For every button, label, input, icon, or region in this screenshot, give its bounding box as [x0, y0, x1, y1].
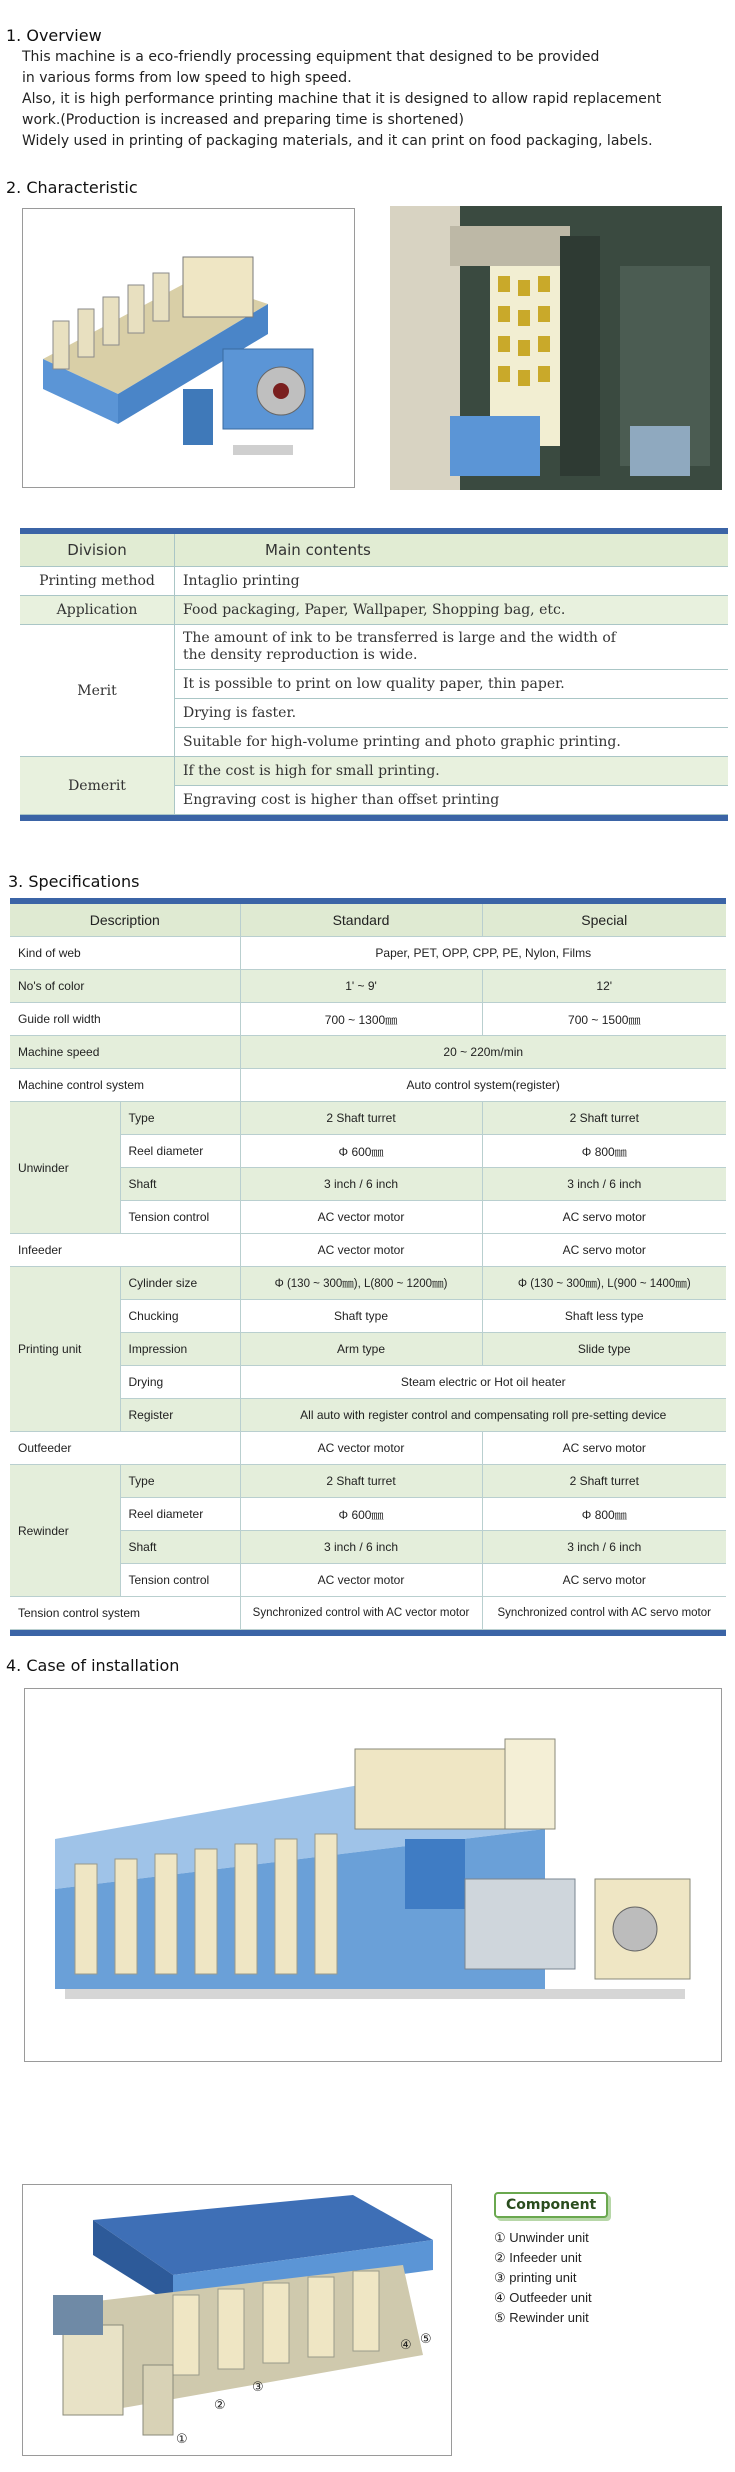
spec-value: All auto with register control and compensating roll pre-setting device — [240, 1399, 726, 1432]
spec-value: Steam electric or Hot oil heater — [240, 1366, 726, 1399]
spec-value-standard: 3 inch / 6 inch — [240, 1168, 482, 1201]
spec-value-standard: Φ 600㎜ — [240, 1498, 482, 1531]
spec-value-standard: Synchronized control with AC vector motor — [240, 1597, 482, 1630]
component-marker-1: ① — [176, 2432, 188, 2447]
merit-item: Suitable for high-volume printing and photo graphic printing. — [175, 728, 729, 757]
spec-value-special: Synchronized control with AC servo motor — [482, 1597, 726, 1630]
merit-label: Merit — [20, 625, 175, 757]
component-marker-4: ④ — [400, 2338, 412, 2353]
spec-value-standard: Φ 600㎜ — [240, 1135, 482, 1168]
merit-line: the density reproduction is wide. — [183, 647, 418, 663]
spec-label: No's of color — [10, 970, 240, 1003]
spec-value-special: 3 inch / 6 inch — [482, 1531, 726, 1564]
characteristic-table — [20, 528, 728, 821]
spec-value-standard: 2 Shaft turret — [240, 1465, 482, 1498]
component-list — [494, 2228, 592, 2328]
spec-value-special: Shaft less type — [482, 1300, 726, 1333]
printing-closeup-photo — [390, 206, 722, 490]
spec-value: Auto control system(register) — [240, 1069, 726, 1102]
merit-item: It is possible to print on low quality paper, thin paper. — [175, 670, 729, 699]
spec-label: Guide roll width — [10, 1003, 240, 1036]
printed-web-closeup — [390, 206, 722, 490]
spec-value-standard: AC vector motor — [240, 1201, 482, 1234]
spec-value-standard: 2 Shaft turret — [240, 1102, 482, 1135]
col-main-header: Main contents — [175, 531, 729, 567]
col-standard-header: Standard — [240, 901, 482, 937]
spec-value-standard: AC vector motor — [240, 1564, 482, 1597]
overview-line: This machine is a eco-friendly processing equipment that designed to be provided — [22, 49, 600, 65]
spec-sub-label: Drying — [120, 1366, 240, 1399]
spec-value-special: AC servo motor — [482, 1234, 726, 1267]
component-item: ④ Outfeeder unit — [494, 2290, 592, 2305]
spec-value-special: AC servo motor — [482, 1201, 726, 1234]
demerit-item: If the cost is high for small printing. — [175, 757, 729, 786]
spec-value-special: 2 Shaft turret — [482, 1465, 726, 1498]
installation-heading: 4. Case of installation — [6, 1656, 180, 1675]
machine-photo — [22, 208, 355, 488]
overview-text — [22, 47, 661, 152]
component-item: ② Infeeder unit — [494, 2250, 582, 2265]
spec-value-special: 3 inch / 6 inch — [482, 1168, 726, 1201]
spec-label: Tension control system — [10, 1597, 240, 1630]
gravure-press-illustration — [23, 209, 354, 487]
spec-value-special: 12' — [482, 970, 726, 1003]
col-description-header: Description — [10, 901, 240, 937]
spec-label: Machine speed — [10, 1036, 240, 1069]
component-item: ⑤ Rewinder unit — [494, 2310, 589, 2325]
spec-value-standard: AC vector motor — [240, 1432, 482, 1465]
spec-sub-label: Shaft — [120, 1531, 240, 1564]
spec-group-label: Rewinder — [10, 1465, 120, 1597]
component-marker-5: ⑤ — [420, 2332, 432, 2347]
specifications-table — [10, 898, 726, 1636]
component-press-illustration — [23, 2185, 451, 2455]
spec-value-special: 700 ~ 1500㎜ — [482, 1003, 726, 1036]
spec-value-standard: 3 inch / 6 inch — [240, 1531, 482, 1564]
spec-sub-label: Type — [120, 1102, 240, 1135]
merit-item — [175, 625, 729, 670]
spec-value-special: AC servo motor — [482, 1432, 726, 1465]
spec-value-special: 2 Shaft turret — [482, 1102, 726, 1135]
spec-value-standard: Arm type — [240, 1333, 482, 1366]
spec-sub-label: Cylinder size — [120, 1267, 240, 1300]
spec-value-standard: Φ (130 ~ 300㎜), L(800 ~ 1200㎜) — [240, 1267, 482, 1300]
col-special-header: Special — [482, 901, 726, 937]
overview-line: in various forms from low speed to high speed. — [22, 70, 352, 86]
merit-item: Drying is faster. — [175, 699, 729, 728]
spec-value-special: Φ 800㎜ — [482, 1498, 726, 1531]
spec-sub-label: Reel diameter — [120, 1135, 240, 1168]
component-title: Component — [494, 2192, 608, 2218]
spec-label: Infeeder — [10, 1234, 240, 1267]
spec-value: Paper, PET, OPP, CPP, PE, Nylon, Films — [240, 937, 726, 970]
application-value: Food packaging, Paper, Wallpaper, Shopping bag, etc. — [175, 596, 729, 625]
spec-value-special: Φ (130 ~ 300㎜), L(900 ~ 1400㎜) — [482, 1267, 726, 1300]
component-photo — [22, 2184, 452, 2456]
printing-method-value: Intaglio printing — [175, 567, 729, 596]
spec-sub-label: Reel diameter — [120, 1498, 240, 1531]
spec-value: 20 ~ 220m/min — [240, 1036, 726, 1069]
overview-line: Widely used in printing of packaging materials, and it can print on food packaging, labels. — [22, 133, 653, 149]
component-marker-2: ② — [214, 2398, 226, 2413]
application-label: Application — [20, 596, 175, 625]
spec-sub-label: Tension control — [120, 1201, 240, 1234]
spec-group-label: Unwinder — [10, 1102, 120, 1234]
spec-sub-label: Tension control — [120, 1564, 240, 1597]
spec-value-standard: 1' ~ 9' — [240, 970, 482, 1003]
spec-value-special: AC servo motor — [482, 1564, 726, 1597]
spec-sub-label: Chucking — [120, 1300, 240, 1333]
col-division-header: Division — [20, 531, 175, 567]
spec-sub-label: Register — [120, 1399, 240, 1432]
component-marker-3: ③ — [252, 2380, 264, 2395]
component-item: ① Unwinder unit — [494, 2230, 589, 2245]
overview-line: work.(Production is increased and preparing time is shortened) — [22, 112, 464, 128]
spec-label: Outfeeder — [10, 1432, 240, 1465]
spec-label: Kind of web — [10, 937, 240, 970]
printing-method-label: Printing method — [20, 567, 175, 596]
overview-heading: 1. Overview — [6, 26, 102, 45]
spec-value-standard: Shaft type — [240, 1300, 482, 1333]
spec-sub-label: Impression — [120, 1333, 240, 1366]
spec-group-label: Printing unit — [10, 1267, 120, 1432]
merit-line: The amount of ink to be transferred is large and the width of — [183, 630, 616, 646]
installation-photo — [24, 1688, 722, 2062]
spec-label: Machine control system — [10, 1069, 240, 1102]
spec-value-special: Slide type — [482, 1333, 726, 1366]
characteristic-heading: 2. Characteristic — [6, 178, 138, 197]
spec-sub-label: Type — [120, 1465, 240, 1498]
spec-value-special: Φ 800㎜ — [482, 1135, 726, 1168]
demerit-label: Demerit — [20, 757, 175, 815]
overview-line: Also, it is high performance printing machine that it is designed to allow rapid replacement — [22, 91, 662, 107]
installed-press-illustration — [25, 1689, 721, 2061]
spec-value-standard: AC vector motor — [240, 1234, 482, 1267]
spec-sub-label: Shaft — [120, 1168, 240, 1201]
spec-value-standard: 700 ~ 1300㎜ — [240, 1003, 482, 1036]
component-item: ③ printing unit — [494, 2270, 577, 2285]
specifications-heading: 3. Specifications — [8, 872, 140, 891]
demerit-item: Engraving cost is higher than offset printing — [175, 786, 729, 815]
